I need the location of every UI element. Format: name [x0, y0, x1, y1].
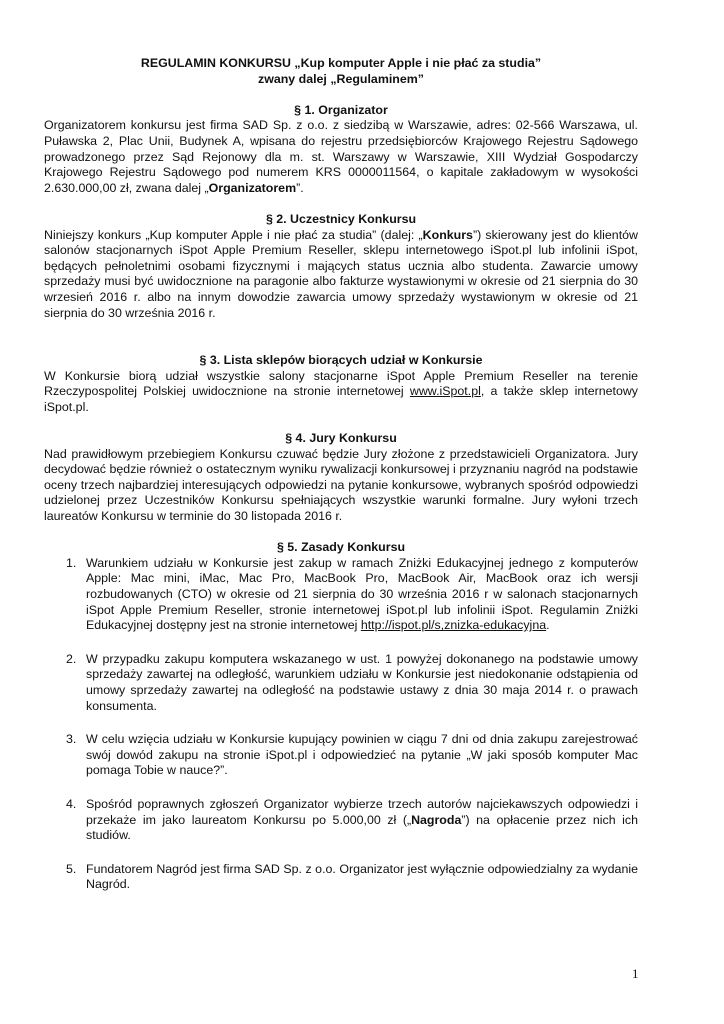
regulation-document [44, 56, 638, 893]
section-2-heading: § 2. Uczestnicy Konkursu [265, 211, 417, 226]
list-item: 3. W celu wzięcia udziału w Konkursie kupujący powinien w ciągu 7 dni od dnia zakupu zarejestrować swój dowód zakupu na stronie iSpot.pl i odpowiedzieć na pytanie „W jaki sposób komputer Mac pomaga Tobie w nauce?”. [66, 732, 638, 778]
list-item: 4. Spośród poprawnych zgłoszeń Organizator wybierze trzech autorów najciekawszych odpowiedzi i przekaże im jako laureatom Konkursu po 5.000,00 zł („Nagroda”) na opłacenie przez nich ich studiów. [66, 796, 638, 843]
edu-discount-link[interactable]: http://ispot.pl/s,znizka-edukacyjna [360, 618, 547, 633]
contest-term: Konkurs [422, 227, 473, 242]
section-5-heading: § 5. Zasady Konkursu [276, 540, 406, 555]
list-item: 1. Warunkiem udziału w Konkursie jest zakup w ramach Zniżki Edukacyjnej jednego z komputerów Apple: Mac mini, iMac, Mac Pro, MacBook Pro, MacBook Air, MacBook oraz ich wersji rozbudowanych (CTO) w okresie od 21 sierpnia do 30 września 2016 r w salonach stacjonarnych iSpot Apple Premium Reseller, stronie internetowej iSpot.pl lub infolinii iSpot. Regulamin Zniżki Edukacyjnej dostępny jest na stronie internetowej http://ispot.pl/s,znizka-edukacyjna. [66, 555, 638, 633]
section-4-text: Nad prawidłowym przebiegiem Konkursu czuwać będzie Jury złożone z przedstawicieli Organizatora. Jury decydować będzie również o ostatecznym wyniku rywalizacji konkursowej i przyznaniu nagród na podstawie oceny trzech najbardziej interesujących odpowiedzi na pytanie konkursowe, wybranych spośród odpowiedzi udzielonej przez Uczestników Konkursu spełniających wszystkie warunki formalne. Jury wyłoni trzech laureatów Konkursu w terminie do 30 listopada 2016 r. [44, 446, 638, 524]
section-1-text: Organizatorem konkursu jest firma SAD Sp. z o.o. z siedzibą w Warszawie, adres: 02-566 Warszawa, ul. Puławska 2, Plac Unii, Budynek A, wpisana do rejestru przedsiębiorców Krajowego Rejestru Sądowego prowadzonego przez Sąd Rejonowy dla m. st. Warszawy w Warszawie, XIII Wydział Gospodarczy Krajowego Rejestru Sądowego pod numerem KRS 0000011564, o kapitale zakładowym w wysokości 2.630.000,00 zł, zwana dalej „Organizatorem”. [44, 118, 638, 195]
section-4-heading: § 4. Jury Konkursu [285, 431, 397, 446]
organizer-term: Organizatorem [208, 180, 297, 195]
prize-term: Nagroda [411, 812, 462, 827]
section-3-text: W Konkursie biorą udział wszystkie salony stacjonarne iSpot Apple Premium Reseller na terenie Rzeczypospolitej Polskiej uwidocznione na stronie internetowej www.iSpot.pl, a także sklep internetowy iSpot.pl. [44, 368, 638, 414]
section-1-heading: § 1. Organizator [294, 102, 388, 117]
section-2-text: Niniejszy konkurs „Kup komputer Apple i nie płać za studia” (dalej: „Konkurs”) skierowany jest do klientów salonów stacjonarnych iSpot Apple Premium Reseller, sklepu internetowego iSpot.pl lub infolinii iSpot, będących pełnoletnimi osobami fizycznymi i mających status ucznia albo studenta. Zawarcie umowy sprzedaży musi być uwidocznione na paragonie albo fakturze wystawionymi w okresie od 21 sierpnia do 30 wrzesień 2016 r. albo na innym dowodzie zawarcia umowy sprzedaży wystawionym w okresie od 21 sierpnia do 30 września 2016 r. [44, 227, 638, 320]
ispot-website-link[interactable]: www.iSpot.pl [409, 384, 481, 399]
document-title-line1: REGULAMIN KONKURSU „Kup komputer Apple i nie płać za studia” [140, 56, 542, 70]
document-title-line2: zwany dalej „Regulaminem” [258, 71, 424, 86]
section-3-heading: § 3. Lista sklepów biorących udział w Konkursie [199, 353, 483, 368]
list-item: 2. W przypadku zakupu komputera wskazanego w ust. 1 powyżej dokonanego na podstawie umowy sprzedaży zawartej na odległość, warunkiem udziału w Konkursie jest niedokonanie odstąpienia od umowy sprzedaży zawartej na odległość na podstawie ustawy z dnia 30 maja 2014 r. o prawach konsumenta. [66, 651, 638, 713]
list-item: 5. Fundatorem Nagród jest firma SAD Sp. z o.o. Organizator jest wyłącznie odpowiedzialny za wydanie Nagród. [66, 861, 638, 892]
page-number: 1 [632, 966, 639, 981]
contest-rules-list [44, 556, 638, 893]
